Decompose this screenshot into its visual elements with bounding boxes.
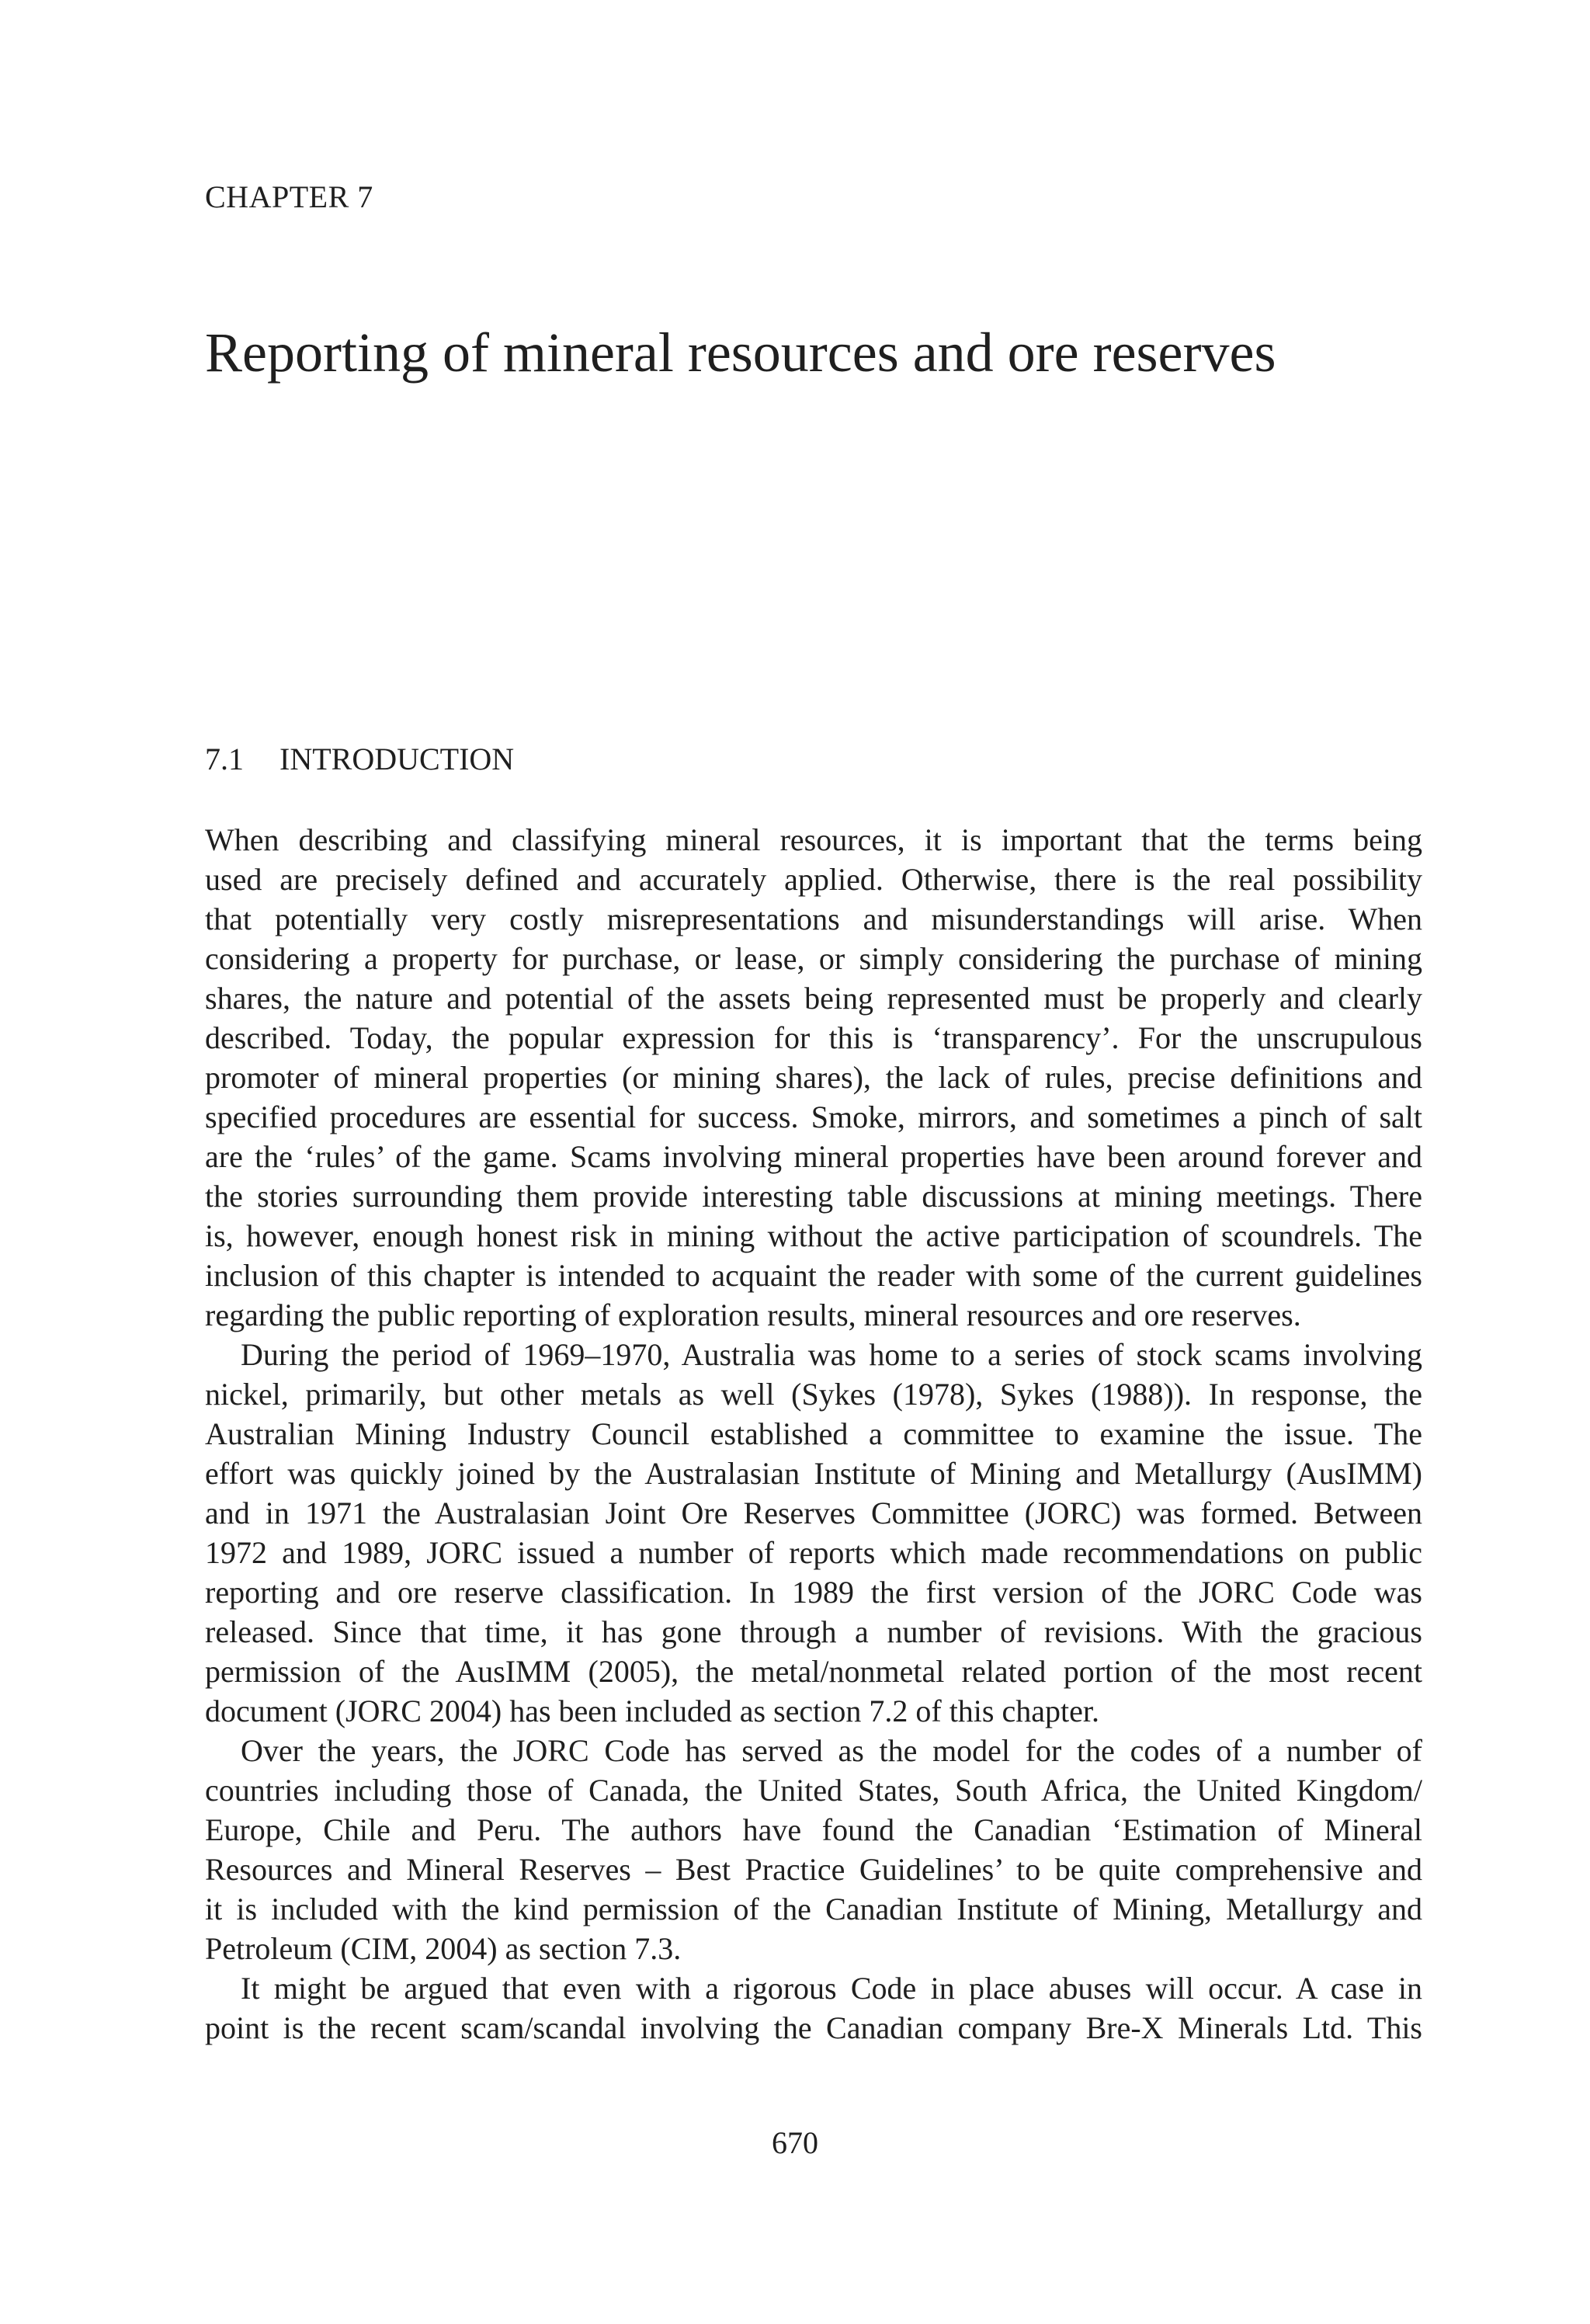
text-line: specified procedures are essential for success. Smoke, mirrors, and sometimes a pinch of salt: [205, 1099, 1422, 1134]
paragraph: [205, 1335, 1422, 1731]
section-heading: [205, 744, 514, 775]
text-line: and in 1971 the Australasian Joint Ore Reserves Committee (JORC) was formed. Between: [205, 1495, 1422, 1530]
text-line: are the ‘rules’ of the game. Scams involving mineral properties have been around forever and: [205, 1139, 1422, 1174]
text-line: Resources and Mineral Reserves – Best Practice Guidelines’ to be quite comprehensive and: [205, 1852, 1422, 1887]
text-line: effort was quickly joined by the Australasian Institute of Mining and Metallurgy (AusIMM): [205, 1456, 1422, 1491]
text-line: used are precisely defined and accurately applied. Otherwise, there is the real possibility: [205, 862, 1422, 897]
page-number: 670: [772, 2125, 818, 2160]
text-line: countries including those of Canada, the United States, South Africa, the United Kingdom/: [205, 1773, 1422, 1808]
text-line: Europe, Chile and Peru. The authors have found the Canadian ‘Estimation of Mineral: [205, 1812, 1422, 1847]
text-line: During the period of 1969–1970, Australia was home to a series of stock scams involving: [241, 1337, 1422, 1372]
text-line: point is the recent scam/scandal involving the Canadian company Bre-X Minerals Ltd. This: [205, 2010, 1422, 2045]
text-line: Over the years, the JORC Code has served as the model for the codes of a number of: [241, 1733, 1422, 1768]
text-line: inclusion of this chapter is intended to acquaint the reader with some of the current guidelines: [205, 1258, 1422, 1293]
text-line: described. Today, the popular expression for this is ‘transparency’. For the unscrupulous: [205, 1020, 1422, 1055]
paragraph: [205, 820, 1422, 1335]
text-line: Petroleum (CIM, 2004) as section 7.3.: [205, 1931, 682, 1966]
chapter-title: Reporting of mineral resources and ore reserves: [205, 321, 1276, 384]
text-line: When describing and classifying mineral resources, it is important that the terms being: [205, 822, 1422, 857]
text-line: shares, the nature and potential of the assets being represented must be properly and clearly: [205, 981, 1422, 1016]
section-number: 7.1: [205, 742, 244, 776]
text-line: Australian Mining Industry Council established a committee to examine the issue. The: [205, 1416, 1422, 1451]
text-line: nickel, primarily, but other metals as well (Sykes (1978), Sykes (1988)). In response, the: [205, 1377, 1422, 1412]
text-line: that potentially very costly misrepresentations and misunderstandings will arise. When: [205, 901, 1422, 936]
text-line: is, however, enough honest risk in mining without the active participation of scoundrels. The: [205, 1218, 1422, 1253]
paragraph: [205, 1968, 1422, 2048]
paragraph: [205, 1731, 1422, 1968]
text-line: regarding the public reporting of exploration results, mineral resources and ore reserves.: [205, 1297, 1301, 1332]
text-line: promoter of mineral properties (or mining shares), the lack of rules, precise definitions and: [205, 1060, 1422, 1095]
text-line: reporting and ore reserve classification. In 1989 the first version of the JORC Code was: [205, 1575, 1422, 1610]
text-line: permission of the AusIMM (2005), the metal/nonmetal related portion of the most recent: [205, 1654, 1422, 1689]
text-line: 1972 and 1989, JORC issued a number of reports which made recommendations on public: [205, 1535, 1422, 1570]
text-line: it is included with the kind permission of the Canadian Institute of Mining, Metallurgy and: [205, 1892, 1422, 1926]
text-line: document (JORC 2004) has been included as section 7.2 of this chapter.: [205, 1693, 1099, 1728]
chapter-label: CHAPTER 7: [205, 179, 373, 214]
section-title: INTRODUCTION: [279, 742, 515, 776]
text-line: considering a property for purchase, or lease, or simply considering the purchase of mining: [205, 941, 1422, 976]
text-line: released. Since that time, it has gone through a number of revisions. With the gracious: [205, 1614, 1422, 1649]
body-text: [205, 820, 1422, 2048]
text-line: It might be argued that even with a rigorous Code in place abuses will occur. A case in: [241, 1971, 1422, 2006]
text-line: the stories surrounding them provide interesting table discussions at mining meetings. There: [205, 1179, 1422, 1214]
